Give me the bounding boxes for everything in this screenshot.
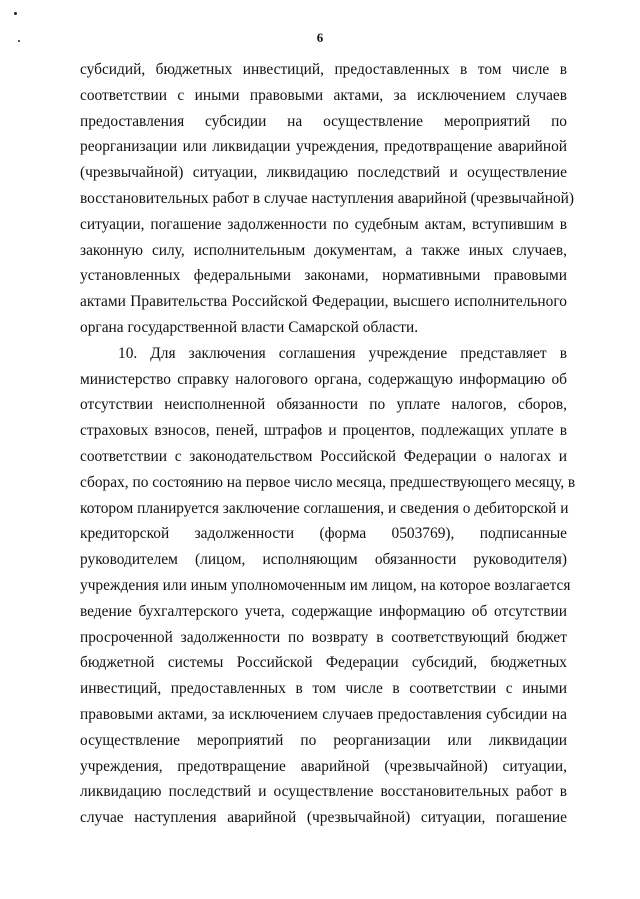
- text-line: законную силу, исполнительным документам, а также иных случаев,: [80, 241, 567, 259]
- paragraph-10: [80, 341, 576, 831]
- text-line: страховых взносов, пеней, штрафов и процентов, подлежащих уплате в: [80, 422, 567, 440]
- text-line: 10. Для заключения соглашения учреждение представляет в: [118, 344, 567, 362]
- text-line: учреждения или иным уполномоченным им лицом, на которое возлагается: [80, 576, 571, 594]
- text-line: соответствии с иными правовыми актами, за исключением случаев: [80, 86, 567, 104]
- text-line: министерство справку налогового органа, содержащую информацию об: [80, 370, 567, 388]
- text-line: ликвидацию последствий и осуществление восстановительных работ в: [80, 783, 567, 801]
- text-line: сборах, по состоянию на первое число месяца, предшествующего месяцу, в: [80, 473, 576, 491]
- text-line: кредиторской задолженности (форма 0503769), подписанные: [80, 525, 567, 543]
- paragraph-continuation: [80, 57, 574, 341]
- text-line: отсутствии неисполненной обязанности по уплате налогов, сборов,: [80, 396, 567, 414]
- text-line: предоставления субсидии на осуществление мероприятий по: [80, 112, 567, 130]
- text-line: ситуации, погашение задолженности по судебным актам, вступившим в: [80, 215, 567, 233]
- text-line: правовыми актами, за исключением случаев предоставления субсидии на: [80, 705, 567, 723]
- text-line: субсидий, бюджетных инвестиций, предоставленных в том числе в: [80, 61, 567, 78]
- page-number: 6: [316, 30, 324, 45]
- document-body: [80, 57, 576, 831]
- text-line: ведение бухгалтерского учета, содержащие информацию об отсутствии: [80, 602, 567, 620]
- text-line: инвестиций, предоставленных в том числе в соответствии с иными: [80, 680, 567, 698]
- scan-speck: [14, 12, 17, 15]
- text-line: (чрезвычайной) ситуации, ликвидацию последствий и осуществление: [80, 164, 567, 182]
- text-line: котором планируется заключение соглашения, и сведения о дебиторской и: [80, 499, 569, 517]
- text-line: просроченной задолженности по возврату в соответствующий бюджет: [80, 628, 567, 646]
- text-line: руководителем (лицом, исполняющим обязанности руководителя): [80, 551, 567, 569]
- text-line: органа государственной власти Самарской области.: [80, 318, 419, 336]
- text-line: реорганизации или ликвидации учреждения, предотвращение аварийной: [80, 138, 567, 156]
- text-line: осуществление мероприятий по реорганизации или ликвидации: [80, 731, 567, 749]
- text-line: случае наступления аварийной (чрезвычайной) ситуации, погашение: [80, 809, 567, 827]
- text-line: соответствии с законодательством Российской Федерации о налогах и: [80, 447, 567, 465]
- text-line: актами Правительства Российской Федерации, высшего исполнительного: [80, 293, 567, 311]
- text-line: учреждения, предотвращение аварийной (чрезвычайной) ситуации,: [80, 757, 567, 775]
- text-line: установленных федеральными законами, нормативными правовыми: [80, 267, 567, 285]
- text-line: бюджетной системы Российской Федерации субсидий, бюджетных: [80, 654, 567, 672]
- text-line: восстановительных работ в случае наступления аварийной (чрезвычайной): [80, 189, 574, 207]
